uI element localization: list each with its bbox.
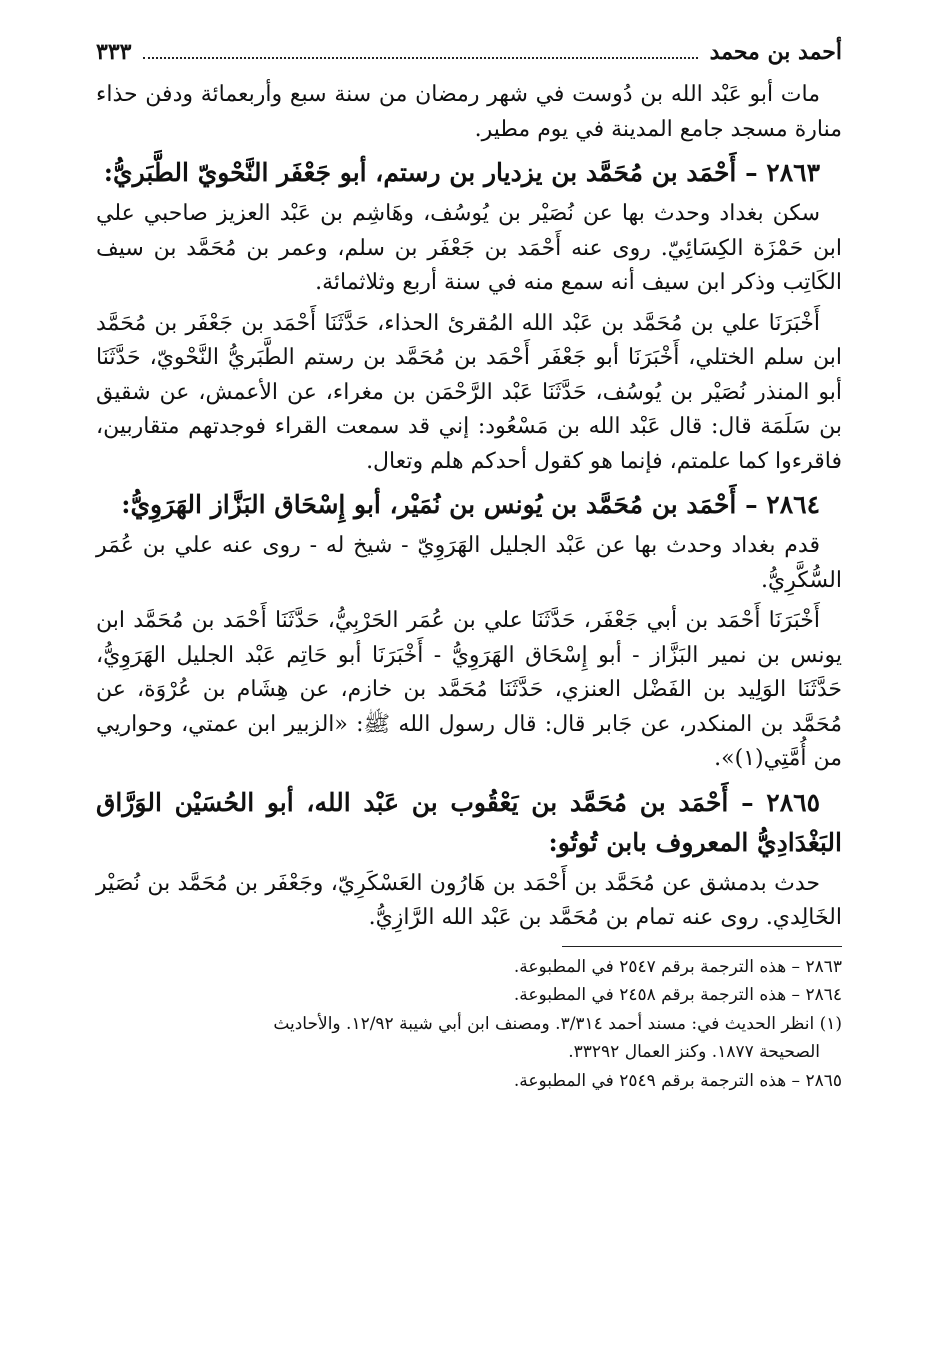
entry-2865-paragraph-1: حدث بدمشق عن مُحَمَّد بن أَحْمَد بن هَارُون العَسْكَرِيّ، وجَعْفَر بن مُحَمَّد بن نُصَيْر الخَالِدي. روى عنه تمام بن مُحَمَّد بن عَبْد الله الرَّازِيُّ. <box>96 870 842 930</box>
footnote-1-line-1: (١) انظر الحديث في: مسند أحمد ٣/٣١٤. ومصنف ابن أبي شيبة ١٢/٩٢. والأحاديث <box>273 1013 842 1034</box>
footnote-1-line-2: الصحيحة ١٨٧٧. وكنز العمال ٣٣٢٩٢. <box>568 1042 820 1062</box>
entry-2863-paragraph-1: سكن بغداد وحدث بها عن نُصَيْر بن يُوسُف، وهَاشِم بن عَبْد العزيز صاحبي علي ابن حَمْزَة الكِسَائِيّ. روى عنه أَحْمَد بن جَعْفَر بن سلم، وعمر بن مُحَمَّد بن سيف الكَاتِب وذكر ابن سيف أنه سمع منه في سنة أربع وثلاثمائة. <box>96 201 842 295</box>
entry-heading-2864: ٢٨٦٤ – أَحْمَد بن مُحَمَّد بن يُونس بن نُمَيْر، أبو إِسْحَاق البَزَّاز الهَرَوِيُّ: <box>121 490 820 519</box>
footnote-separator <box>562 946 842 947</box>
dotted-leader <box>143 57 697 59</box>
footnotes <box>96 953 842 1096</box>
entry-heading-2865: ٢٨٦٥ – أَحْمَد بن مُحَمَّد بن يَعْقُوب بن عَبْد الله، أبو الحُسَيْن الوَرَّاق البَغْدَادِيُّ المعروف بابن تُوتُو: <box>96 787 842 857</box>
footnote-2865: ٢٨٦٥ – هذه الترجمة برقم ٢٥٤٩ في المطبوعة. <box>513 1070 842 1091</box>
footnote-2864: ٢٨٦٤ – هذه الترجمة برقم ٢٤٥٨ في المطبوعة. <box>513 985 842 1005</box>
running-title: أحمد بن محمد <box>709 39 842 65</box>
book-page <box>96 30 842 1095</box>
page-number: ٣٣٣ <box>96 39 132 65</box>
entry-heading-2863: ٢٨٦٣ – أَحْمَد بن مُحَمَّد بن يزديار بن رستم، أبو جَعْفَر النَّحْويّ الطَّبَريُّ: <box>103 158 820 187</box>
entry-2863-paragraph-2: أَخْبَرَنَا علي بن مُحَمَّد بن عَبْد الله المُقرئ الحذاء، حَدَّثَنَا أَحْمَد بن جَعْفَر بن مُحَمَّد ابن سلم الختلي، أَخْبَرَنَا أبو جَعْفَر أَحْمَد بن مُحَمَّد بن رستم الطَّبَريُّ النَّحْويّ، حَدَّثَنَا أبو المنذر نُصَيْر بن يُوسُف، حَدَّثَنَا عَبْد الرَّحْمَن بن مغراء، عن الأعمش، عن شقيق بن سَلَمَة قال: قال عَبْد الله بن مَسْعُود: إني قد سمعت القراء فوجدتهم متقاربين، فاقرءوا كما علمتم، فإنما هو كقول أحدكم هلم وتعال. <box>96 310 842 474</box>
entry-2864-paragraph-1: قدم بغداد وحدث بها عن عَبْد الجليل الهَرَوِيّ - شيخ له - روى عنه علي بن عُمَر السُّكَّرِيُّ. <box>96 533 842 593</box>
intro-paragraph: مات أبو عَبْد الله بن دُوست في شهر رمضان من سنة سبع وأربعمائة ودفن حذاء منارة مسجد جامع المدينة في يوم مطير. <box>96 82 842 142</box>
running-header <box>96 30 842 74</box>
entry-2864-paragraph-2: أَخْبَرَنَا أَحْمَد بن أبي جَعْفَر، حَدَّثَنَا علي بن عُمَر الحَرْبِيُّ، حَدَّثَنَا أَحْمَد بن مُحَمَّد ابن يونس بن نمير البَزَّاز - أبو إِسْحَاق الهَرَوِيُّ - أَخْبَرَنَا أبو حَاتِم عَبْد الجليل الهَرَوِيُّ، حَدَّثَنَا الوَلِيد بن الفَضْل العنزي، حَدَّثَنَا مُحَمَّد بن خازم، عن هِشَام بن عُرْوَة، عن مُحَمَّد بن المنكدر، عن جَابر قال: قال رسول الله ﷺ: «الزبير ابن عمتي، وحواريي من أُمَّتِي(١)». <box>96 608 842 771</box>
footnote-2863: ٢٨٦٣ – هذه الترجمة برقم ٢٥٤٧ في المطبوعة. <box>513 956 842 977</box>
